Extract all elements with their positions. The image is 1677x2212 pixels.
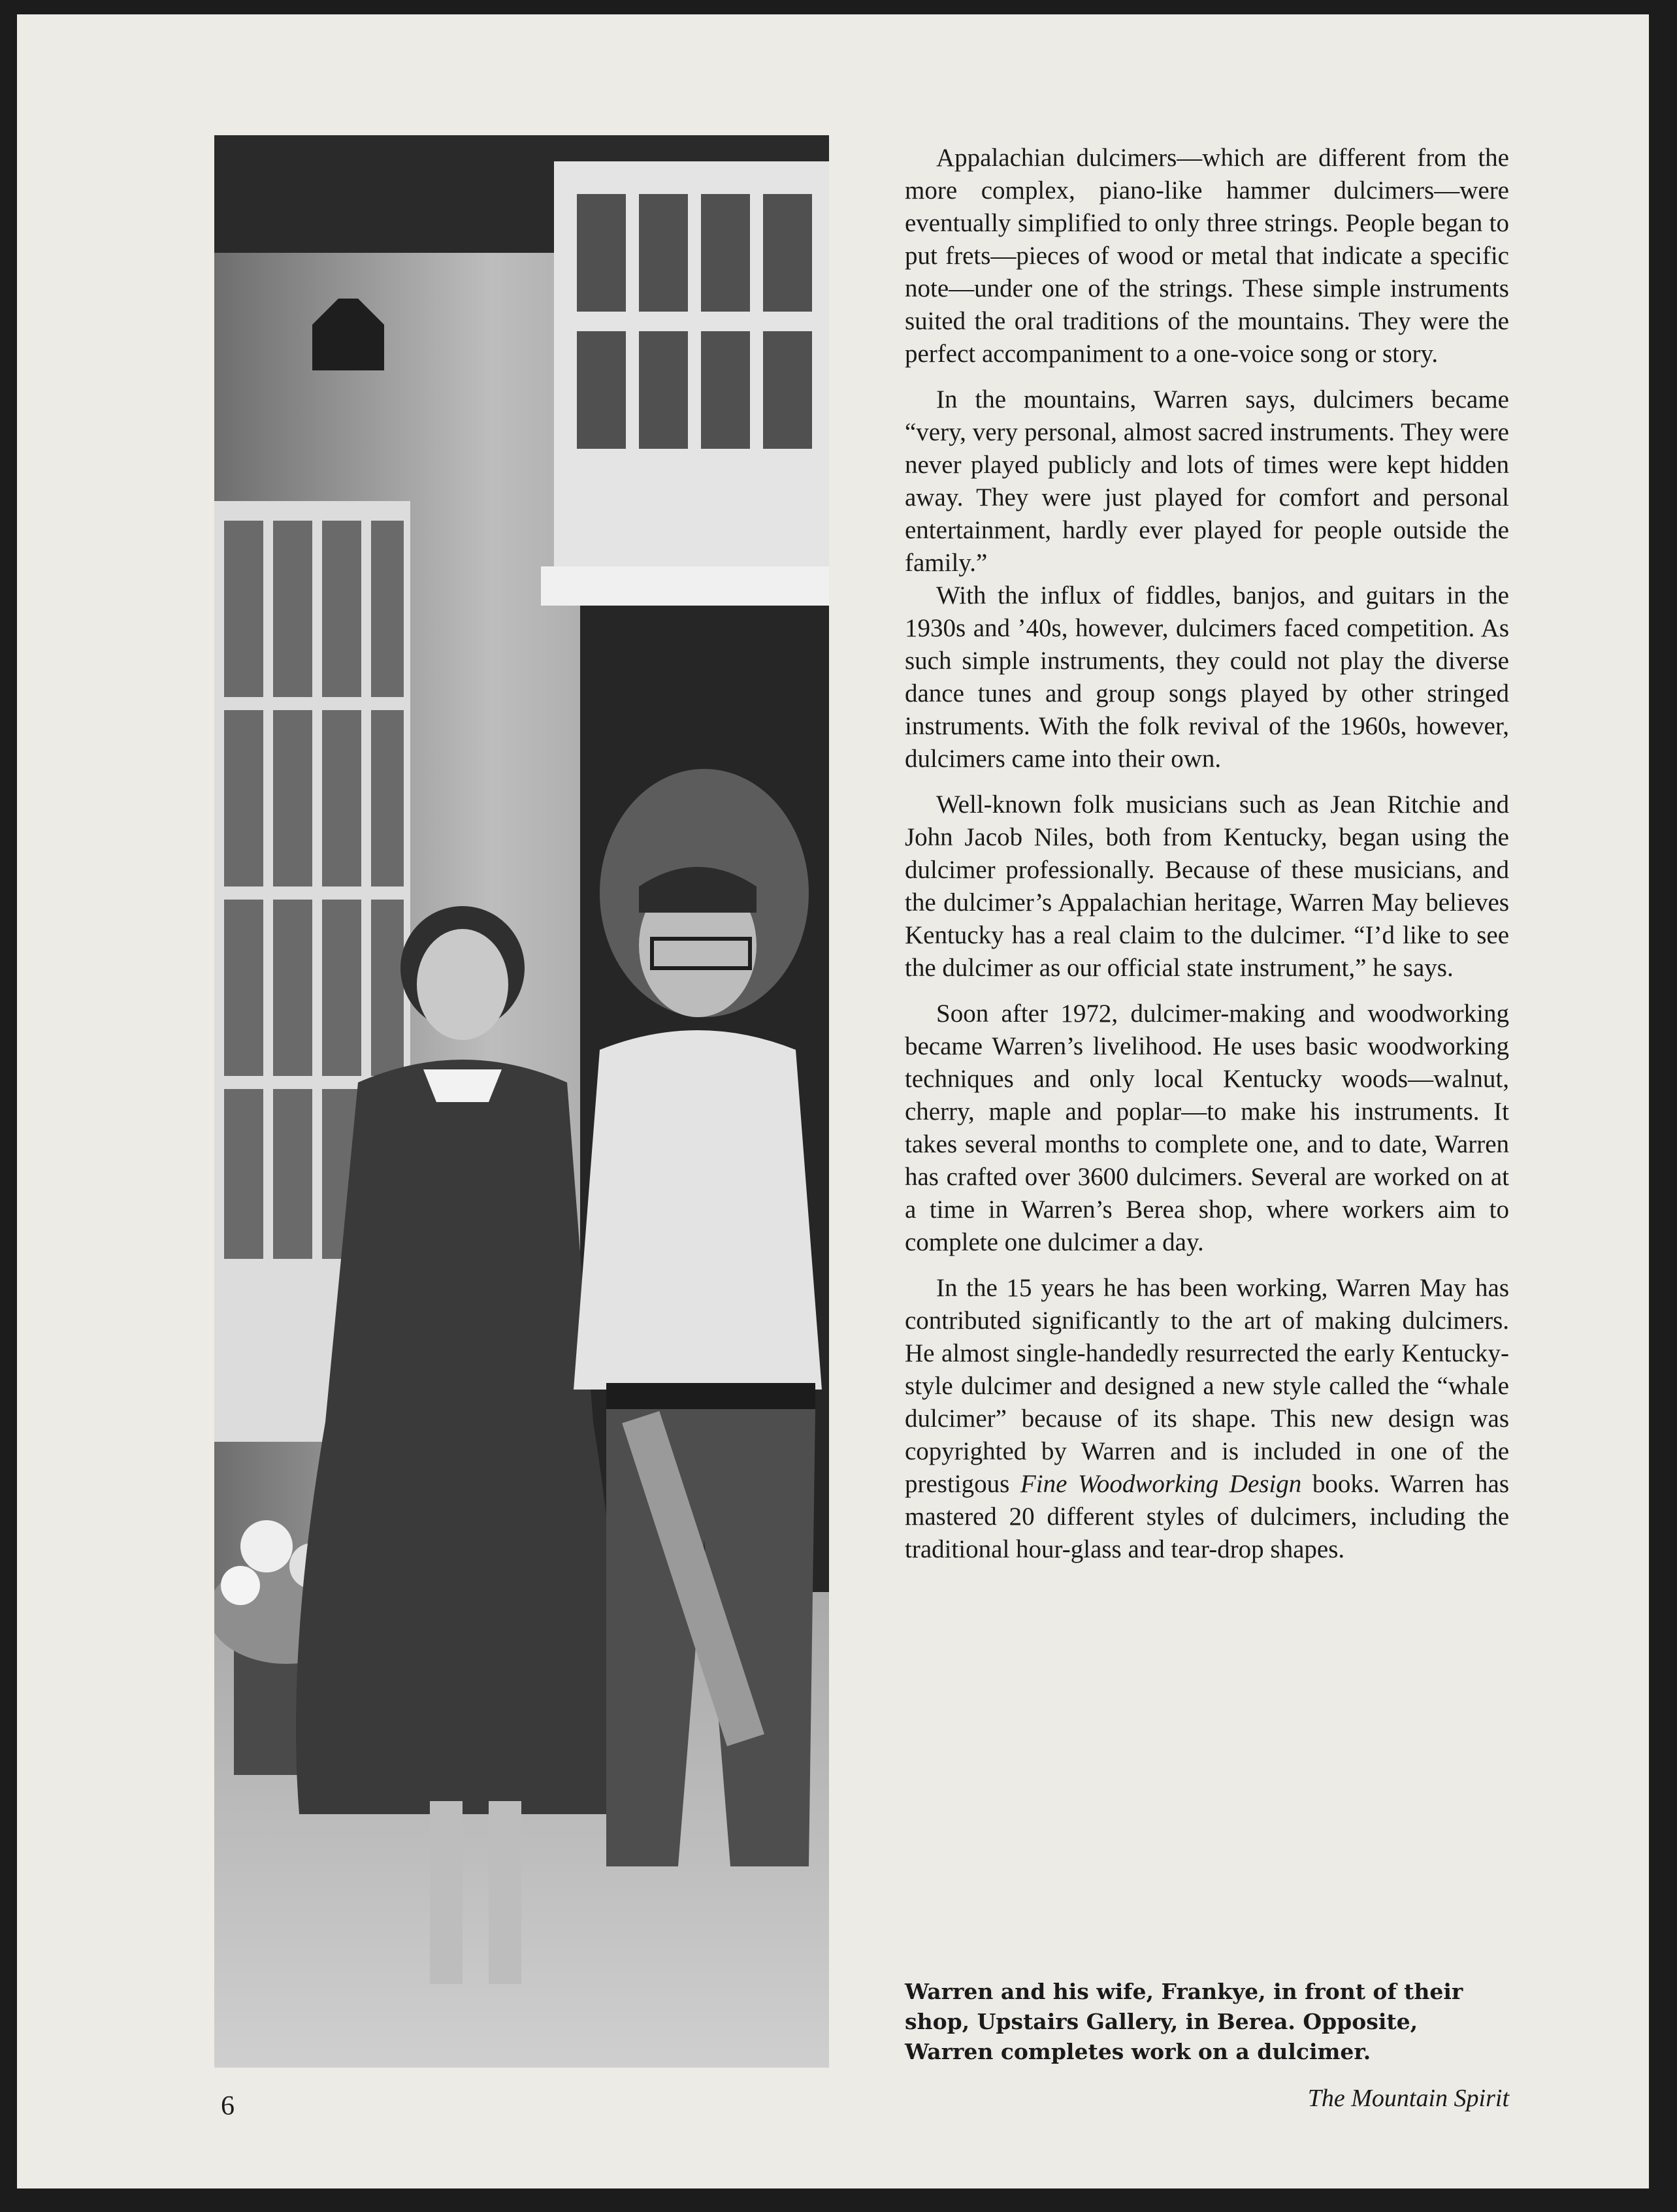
article-paragraph: With the influx of fiddles, banjos, and guitars in the 1930s and ’40s, however, dulcimers faced competition. As such simple instruments, they could not play the diverse dance tunes and group songs played by other stringed instruments. With the folk revival of the 1960s, however, dulcimers came into their own. [905,581,1509,773]
article-paragraph: In the mountains, Warren says, dulcimers became “very, very personal, almost sacred instruments. They were never played publicly and lots of times were kept hidden away. They were just played for comfort and personal entertainment, hardly ever played for people outside the family.” [905,385,1509,577]
article-text-column [905,142,1509,1579]
article-paragraph: Soon after 1972, dulcimer-making and woodworking became Warren’s livelihood. He uses basic woodworking techniques and only local Kentucky woods—walnut, cherry, maple and poplar—to make his instruments. It takes several months to complete one, and to date, Warren has crafted over 3600 dulcimers. Several are worked on at a time in Warren’s Berea shop, where workers aim to complete one dulcimer a day. [905,1000,1509,1256]
running-title: The Mountain Spirit [1307,2085,1509,2112]
article-paragraph-last [905,1272,1509,1566]
page-number: 6 [221,2091,235,2121]
photo-caption: Warren and his wife, Frankye, in front of their shop, Upstairs Gallery, in Berea. Opposite, Warren completes work on a dulcimer. [905,1979,1463,2064]
photo-couple-at-shop [214,135,829,2068]
book-title: Fine Woodworking Design [1020,1470,1302,1498]
magazine-page [17,14,1649,2188]
article-paragraph: Appalachian dulcimers—which are different from the more complex, piano-like hammer dulcimers—were eventually simplified to only three strings. People began to put frets—pieces of wood or metal that indicate a specific note—under one of the strings. These simple instruments suited the oral traditions of the mountains. They were the perfect accompaniment to a one-voice song or story. [905,144,1509,368]
photo-illustration [214,135,829,2068]
article-paragraph: Well-known folk musicians such as Jean Ritchie and John Jacob Niles, both from Kentucky, began using the dulcimer professionally. Because of these musicians, and the dulcimer’s Appalachian heritage, Warren May believes Kentucky has a real claim to the dulcimer. “I’d like to see the dulcimer as our official state instrument,” he says. [905,790,1509,982]
paragraph-text: In the 15 years he has been working, Warren May has contributed significantly to the art of making dulcimers. He almost single-handedly resurrected the early Kentucky-style dulcimer and designed a new style called the “whale dulcimer” because of its shape. This new design was copyrighted by Warren and is included in one of the prestigous [905,1274,1509,1498]
door-lintel [541,566,829,606]
paragraph-text: books. Warren has mastered 20 different styles of dulcimers, including the traditional hour-glass and tear-drop shapes. [905,1470,1509,1563]
